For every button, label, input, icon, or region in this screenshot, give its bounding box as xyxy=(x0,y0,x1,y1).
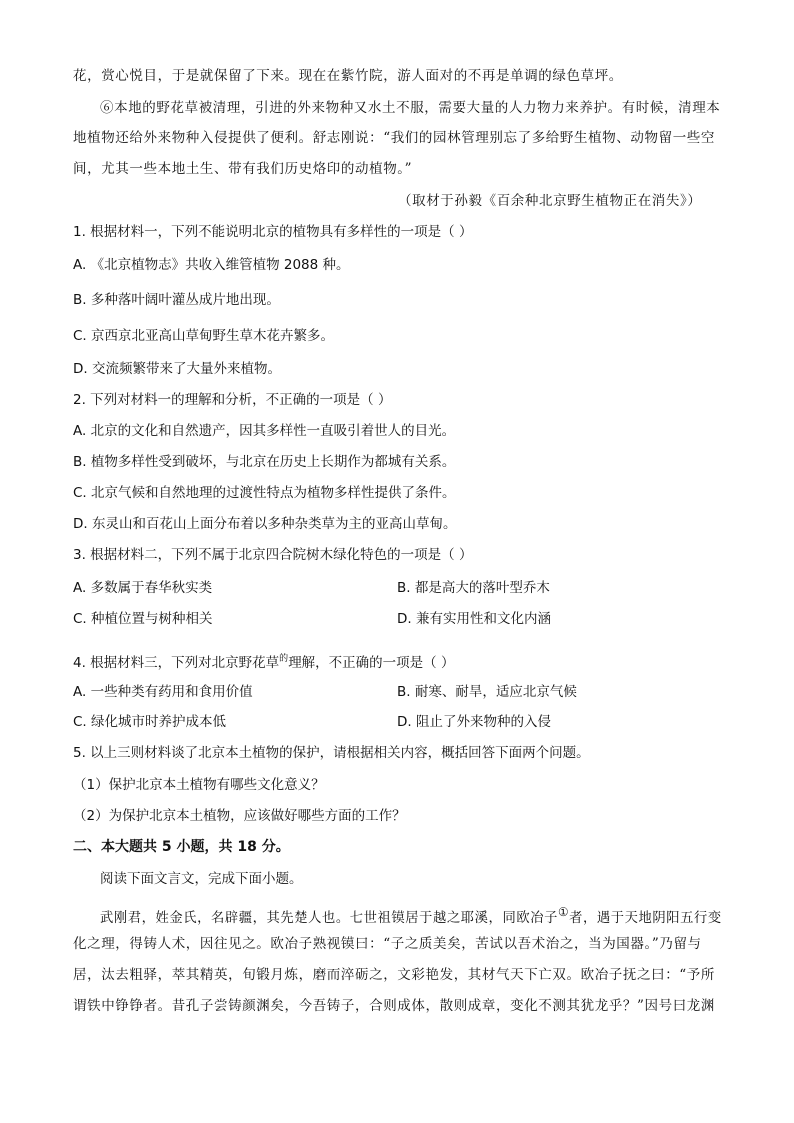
question-4-stem xyxy=(73,650,454,672)
question-5-sub-1: （1）保护北京本土植物有哪些文化意义？ xyxy=(73,777,325,793)
classical-line-1 xyxy=(100,903,722,927)
question-4-stem-post: 理解，不正确的一项是（ ） xyxy=(288,655,455,671)
question-5-stem: 5. 以上三则材料谈了北京本土植物的保护，请根据相关内容，概括回答下面两个问题。 xyxy=(73,745,590,761)
question-3-option-d: D. 兼有实用性和文化内涵 xyxy=(397,611,551,627)
question-2-option-d: D. 东灵山和百花山上面分布着以多种杂类草为主的亚高山草甸。 xyxy=(73,516,457,532)
question-1-option-b: B. 多种落叶阔叶灌丛成片地出现。 xyxy=(73,292,280,308)
question-2-stem: 2. 下列对材料一的理解和分析，不正确的一项是（ ） xyxy=(73,392,392,408)
question-4-stem-pre: 4. 根据材料三，下列对北京野花草 xyxy=(73,655,280,671)
question-2-option-c: C. 北京气候和自然地理的过渡性特点为植物多样性提供了条件。 xyxy=(73,485,456,501)
question-1-option-c: C. 京西京北亚高山草甸野生草木花卉繁多。 xyxy=(73,328,335,344)
question-3-option-c: C. 种植位置与树种相关 xyxy=(73,611,213,627)
question-3-option-a: A. 多数属于春华秋实类 xyxy=(73,580,213,596)
classical-line-3: 居，汰去粗驿，萃其精英，旬锻月炼，磨而淬砺之，文彩艳发，其材气天下亡双。欧冶子抚之曰：“予所 xyxy=(73,967,715,983)
question-5-sub-2: （2）为保护北京本土植物，应该做好哪些方面的工作？ xyxy=(73,808,406,824)
question-3-stem: 3. 根据材料二，下列不属于北京四合院树木绿化特色的一项是（ ） xyxy=(73,547,473,563)
passage-line-1: 花，赏心悦目，于是就保留了下来。现在在紫竹院，游人面对的不再是单调的绿色草坪。 xyxy=(73,68,623,84)
question-4-stem-sup: 的 xyxy=(279,654,289,664)
classical-line-2: 化之理，得铸人术，因往见之。欧冶子熟视镆曰：“子之质美矣，苦试以吾术治之，当为国器。”乃留与 xyxy=(73,936,702,952)
question-4-option-a: A. 一些种类有药用和食用价值 xyxy=(73,684,253,700)
question-1-option-a: A. 《北京植物志》共收入维管植物 2088 种。 xyxy=(73,257,350,273)
question-2-option-a: A. 北京的文化和自然遗产，因其多样性一直吸引着世人的目光。 xyxy=(73,423,456,439)
passage-line-3: 地植物还给外来物种入侵提供了便利。舒志刚说：“我们的园林管理别忘了多给野生植物、动物留一些空 xyxy=(73,130,715,146)
question-1-stem: 1. 根据材料一，下列不能说明北京的植物具有多样性的一项是（ ） xyxy=(73,224,473,240)
question-3-option-b: B. 都是高大的落叶型乔木 xyxy=(397,580,550,596)
passage-line-2: ⑥本地的野花草被清理，引进的外来物种又水土不服，需要大量的人力物力来养护。有时候，清理本 xyxy=(100,100,721,116)
question-2-option-b: B. 植物多样性受到破坏，与北京在历史上长期作为都城有关系。 xyxy=(73,454,456,470)
question-4-option-d: D. 阻止了外来物种的入侵 xyxy=(397,714,551,730)
passage-line-4: 间，尤其一些本地土生、带有我们历史烙印的动植物。” xyxy=(73,161,413,177)
question-1-option-d: D. 交流频繁带来了大量外来植物。 xyxy=(73,361,281,377)
classical-line-1-post: 者，遇于天地阴阳五行变 xyxy=(569,910,722,926)
question-4-option-b: B. 耐寒、耐旱，适应北京气候 xyxy=(397,684,577,700)
classical-line-1-pre: 武刚君，姓金氏，名辟疆，其先楚人也。七世祖镆居于越之耶溪，同欧冶子 xyxy=(100,910,558,926)
classical-line-4: 谓铁中铮铮者。昔孔子尝铸颜渊矣，今吾铸子，合则成体，散则成章，变化不测其犹龙乎？”因号曰龙渊 xyxy=(73,998,715,1014)
section-2-heading: 二、本大题共 5 小题，共 18 分。 xyxy=(73,839,290,855)
section-2-intro: 阅读下面文言文，完成下面小题。 xyxy=(100,871,303,887)
passage-source: （取材于孙毅《百余种北京野生植物正在消失》） xyxy=(398,193,702,209)
question-4-option-c: C. 绿化城市时养护成本低 xyxy=(73,714,227,730)
footnote-marker-1: ① xyxy=(557,905,570,919)
